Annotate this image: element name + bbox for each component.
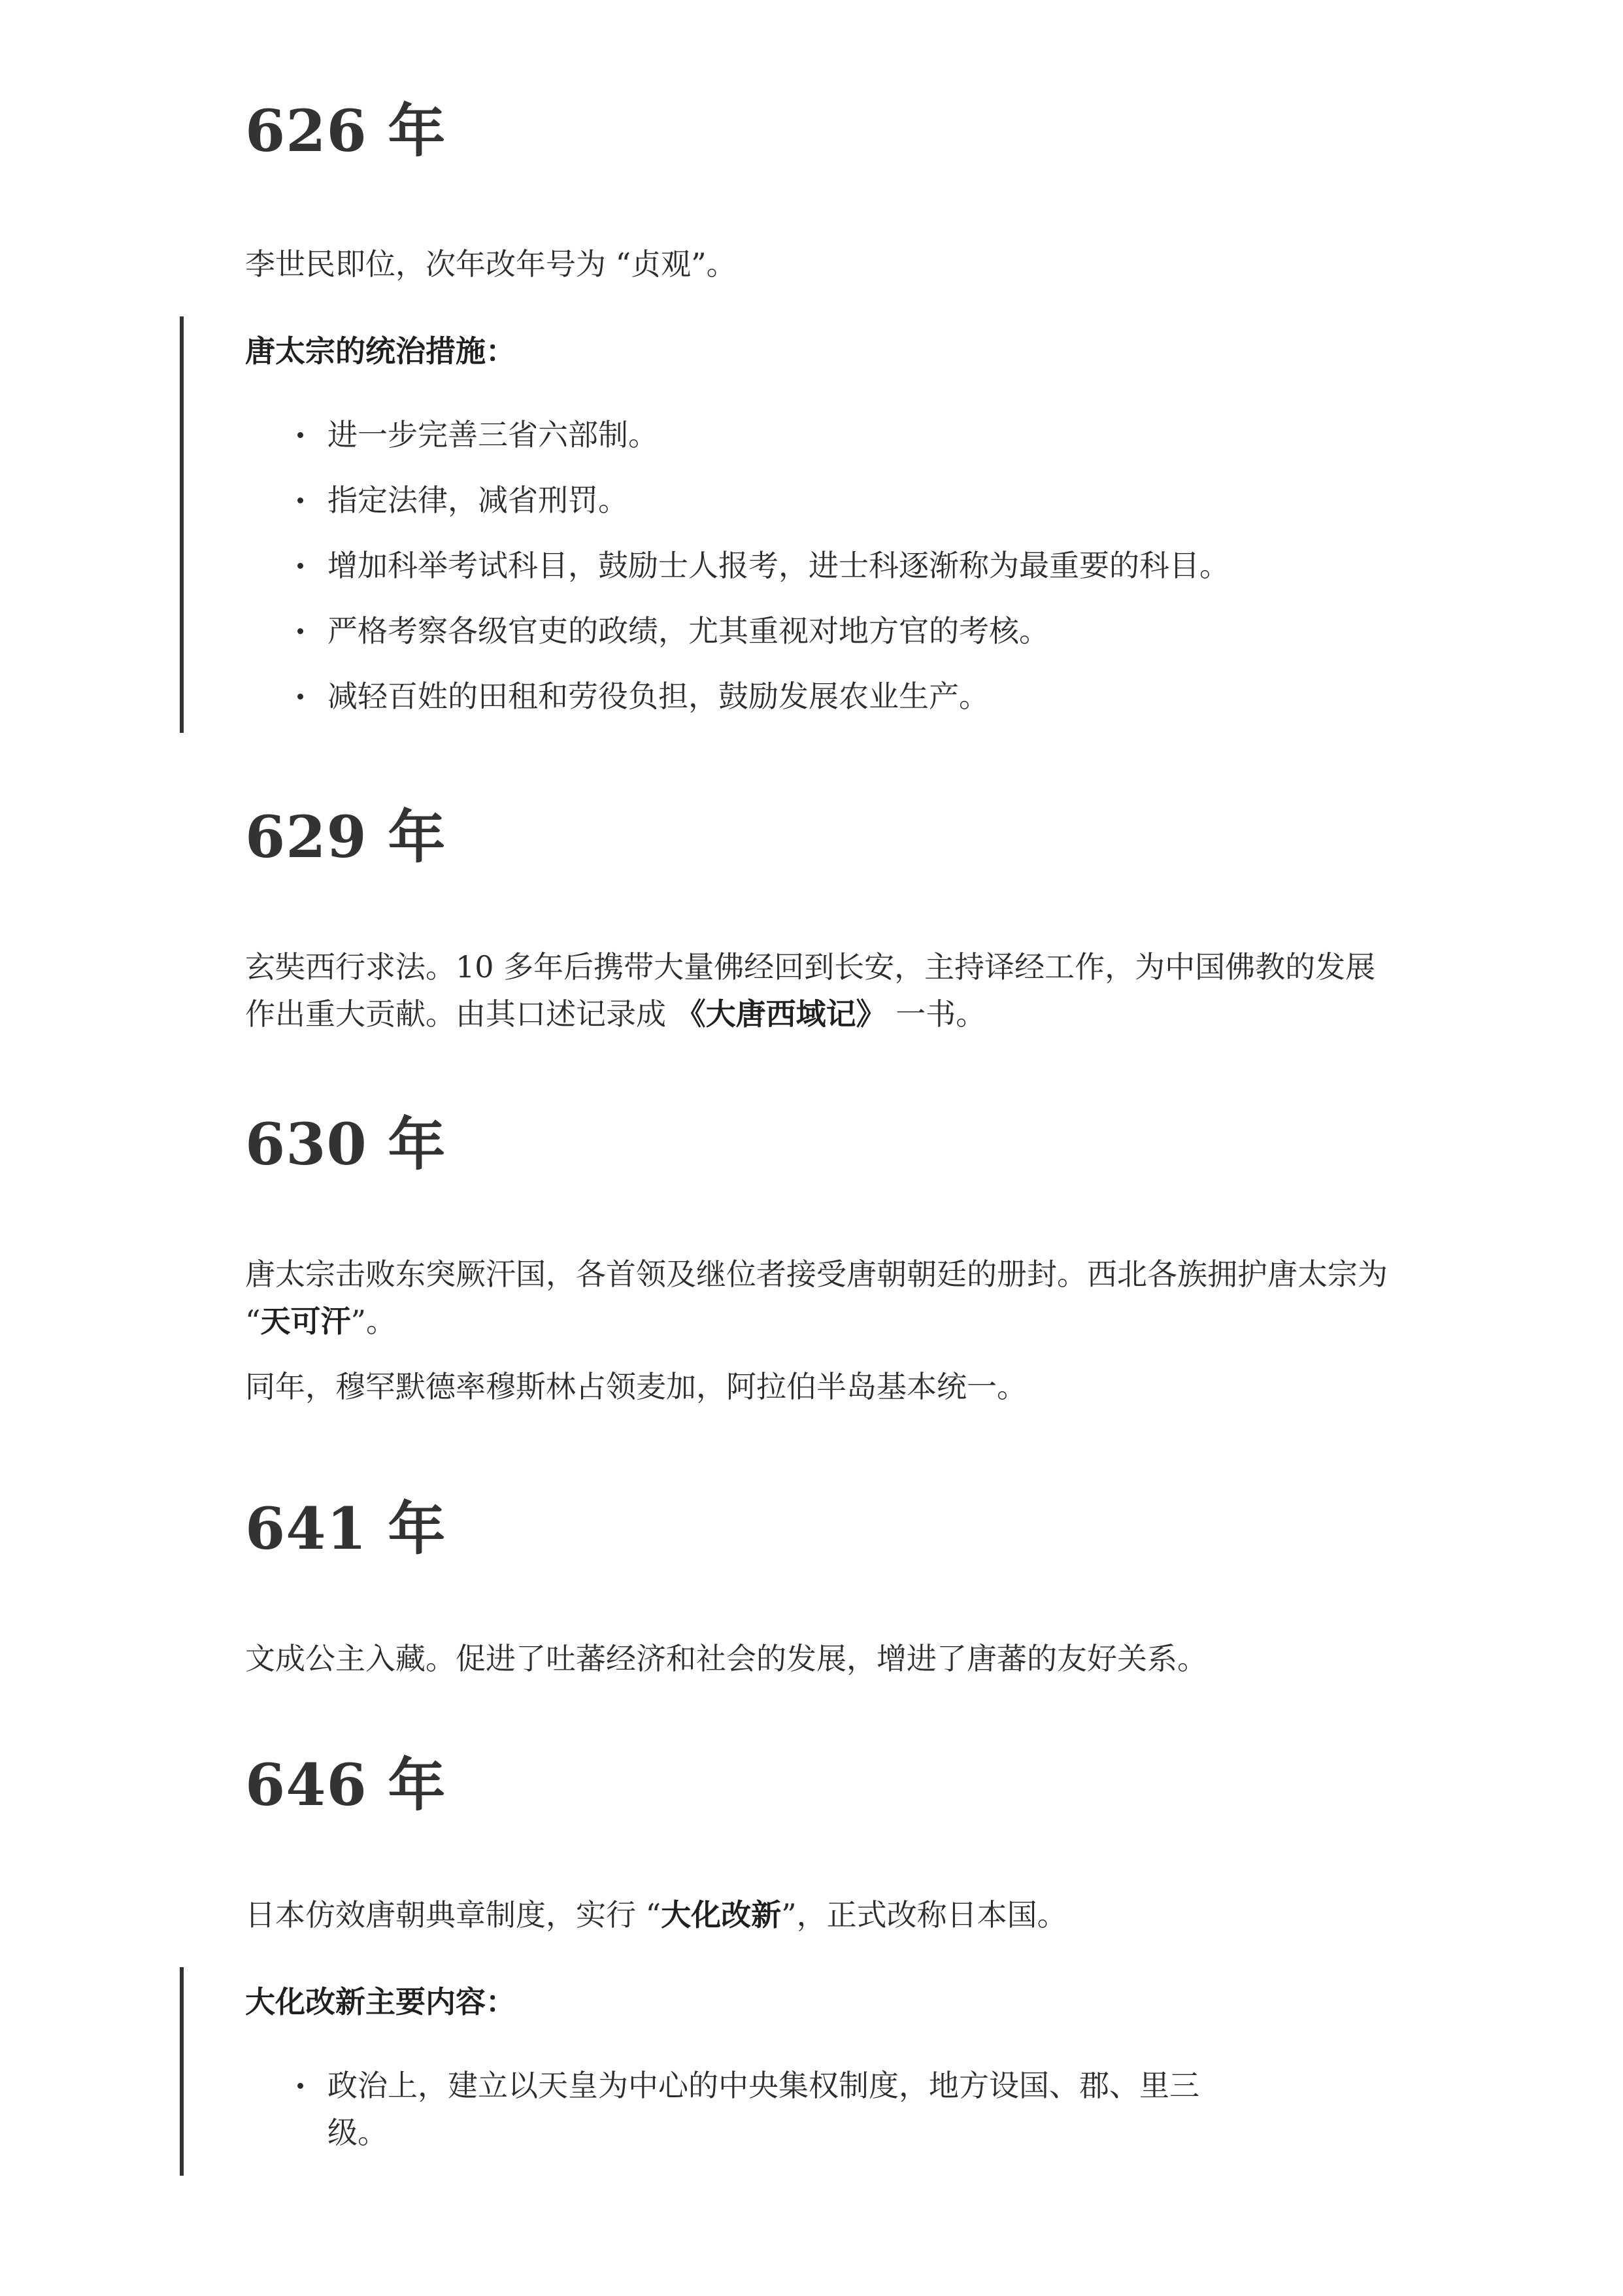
list-item: 指定法律，减省刑罚。 [245, 477, 1396, 524]
section-text-part: 一书。 [886, 996, 986, 1032]
emphasis: 天可汗 [260, 1304, 351, 1340]
section-heading: 629 年 [245, 803, 446, 871]
section-text-part: ”。 [350, 1304, 397, 1340]
section-text: 李世民即位，次年改年号为 “贞观”。 [245, 246, 737, 282]
list-item: 进一步完善三省六部制。 [245, 411, 1396, 458]
section-text-part: ”，正式改称日本国。 [781, 1897, 1067, 1933]
blockquote [180, 316, 1396, 733]
section-text [245, 1251, 1396, 1345]
section-heading: 630 年 [245, 1110, 446, 1178]
section-text-part: 玄奘西行求法。10 多年后携带大量佛经回到长安，主持译经工作，为中国佛教的发展作出重大贡献。由其口述记录成 [245, 949, 1376, 1032]
bullet-list [245, 411, 1396, 720]
section-646 [245, 1752, 1396, 2176]
section-text: 文成公主入藏。促进了吐蕃经济和社会的发展，增进了唐蕃的友好关系。 [245, 1641, 1207, 1677]
section-641 [245, 1496, 1396, 1682]
list-item: 政治上，建立以天皇为中心的中央集权制度，地方设国、郡、里三级。 [245, 2062, 1330, 2156]
section-text-part: 日本仿效唐朝典章制度，实行 “ [245, 1897, 661, 1933]
section-heading: 626 年 [245, 97, 446, 165]
list-item: 严格考察各级官吏的政绩，尤其重视对地方官的考核。 [245, 607, 1396, 654]
section-text [245, 1891, 1396, 1938]
section-text [245, 943, 1396, 1038]
list-item: 增加科举考试科目，鼓励士人报考，进士科逐渐称为最重要的科目。 [245, 542, 1396, 589]
section-629 [245, 804, 1396, 1038]
blockquote [180, 1967, 1396, 2176]
list-item: 减轻百姓的田租和劳役负担，鼓励发展农业生产。 [245, 673, 1396, 720]
section-text-part: 唐太宗击败东突厥汗国，各首领及继位者接受唐朝朝廷的册封。西北各族拥护唐太宗为 “ [245, 1257, 1388, 1340]
book-title: 《大唐西域记》 [675, 996, 886, 1032]
emphasis: 大化改新 [661, 1897, 782, 1933]
bullet-list [245, 2062, 1330, 2156]
section-630 [245, 1111, 1396, 1410]
blockquote-title: 大化改新主要内容： [245, 1984, 516, 2020]
section-heading: 646 年 [245, 1751, 446, 1819]
section-text-2: 同年，穆罕默德率穆斯林占领麦加，阿拉伯半岛基本统一。 [245, 1369, 1027, 1405]
section-heading: 641 年 [245, 1494, 446, 1562]
blockquote-title: 唐太宗的统治措施： [245, 333, 516, 369]
section-626 [245, 98, 1396, 733]
